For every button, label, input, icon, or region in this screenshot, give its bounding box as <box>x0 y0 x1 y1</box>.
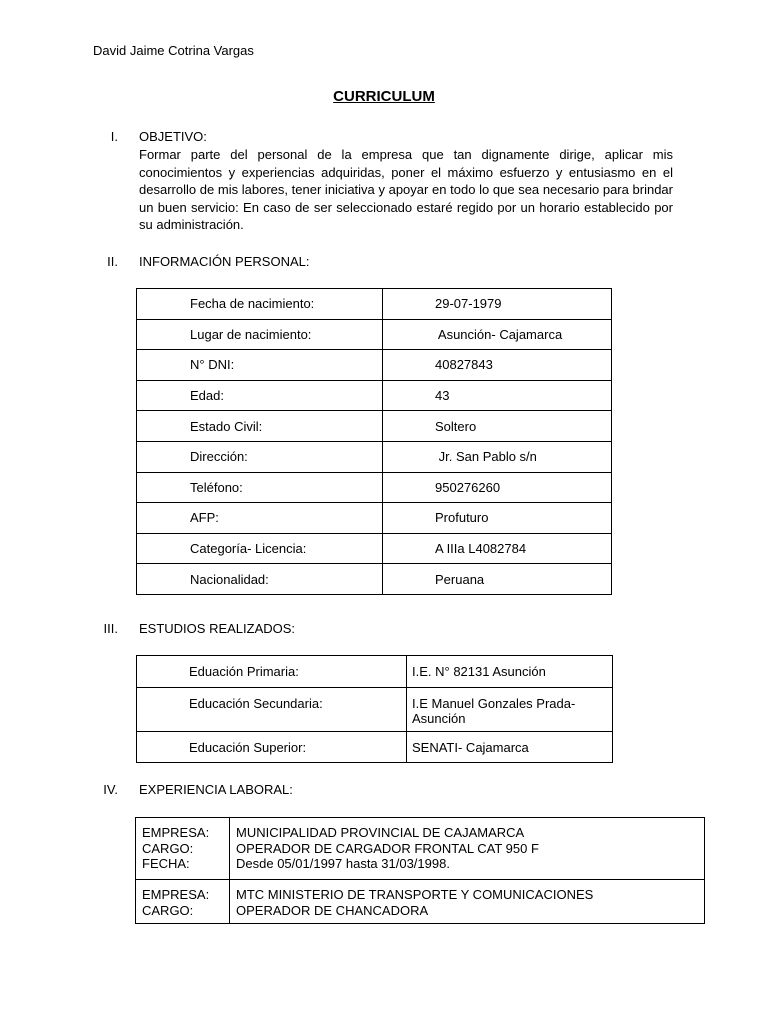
info-label: Dirección: <box>137 441 383 472</box>
info-label: Teléfono: <box>137 472 383 503</box>
section-title-experiencia: EXPERIENCIA LABORAL: <box>139 782 293 797</box>
job-label: CARGO: <box>142 902 194 918</box>
study-institution: I.E Manuel Gonzales Prada- Asunción <box>407 688 613 732</box>
job-dates: Desde 05/01/1997 hasta 31/03/1998. <box>236 856 450 871</box>
info-label: Estado Civil: <box>137 411 383 442</box>
info-label: Fecha de nacimiento: <box>137 289 383 320</box>
info-value: 29-07-1979 <box>383 289 612 320</box>
table-row <box>137 564 612 595</box>
study-level: Educación Superior: <box>137 732 407 763</box>
table-row <box>136 818 705 880</box>
job-values <box>230 880 705 924</box>
table-row <box>137 503 612 534</box>
section-title-objetivo: OBJETIVO: <box>139 129 207 144</box>
table-row <box>137 533 612 564</box>
info-value: A IIIa L4082784 <box>383 533 612 564</box>
section-number-experiencia: IV. <box>103 782 118 797</box>
study-level: Educación Secundaria: <box>137 688 407 732</box>
info-value: 950276260 <box>383 472 612 503</box>
document-author: David Jaime Cotrina Vargas <box>93 43 254 58</box>
personal-info-table <box>136 288 612 595</box>
info-label: Edad: <box>137 380 383 411</box>
table-row <box>137 411 612 442</box>
job-position: OPERADOR DE CHANCADORA <box>236 902 429 918</box>
table-row <box>137 472 612 503</box>
table-row <box>137 656 613 688</box>
info-label: Nacionalidad: <box>137 564 383 595</box>
section-number-objetivo: I. <box>110 129 118 144</box>
study-level: Eduación Primaria: <box>137 656 407 688</box>
info-value: Profuturo <box>383 503 612 534</box>
table-row <box>136 880 705 924</box>
study-institution: I.E. N° 82131 Asunción <box>407 656 613 688</box>
info-label: AFP: <box>137 503 383 534</box>
job-labels <box>136 818 230 880</box>
table-row <box>137 732 613 763</box>
table-row <box>137 688 613 732</box>
section-title-estudios: ESTUDIOS REALIZADOS: <box>139 621 296 636</box>
table-row <box>137 289 612 320</box>
studies-table <box>136 655 613 763</box>
section-number-estudios: III. <box>103 621 118 636</box>
job-company: MTC MINISTERIO DE TRANSPORTE Y COMUNICACIONES <box>236 887 594 902</box>
job-position: OPERADOR DE CARGADOR FRONTAL CAT 950 F <box>236 840 539 856</box>
info-value: Peruana <box>383 564 612 595</box>
objective-text: Formar parte del personal de la empresa que tan dignamente dirige, aplicar mis conocimientos y experiencias adquiridas, poner el máximo esfuerzo y entusiasmo en el desarrollo de mis labores, tener iniciativa y apoyar en todo lo que sea necesario para brindar un buen servicio: En caso de ser seleccionado estaré regido por un horario establecido por su administración. <box>139 147 673 232</box>
job-label: FECHA: <box>142 856 190 871</box>
info-label: Lugar de nacimiento: <box>137 319 383 350</box>
experience-table <box>135 817 705 924</box>
job-values <box>230 818 705 880</box>
job-label: EMPRESA: <box>142 825 210 840</box>
info-value: Soltero <box>383 411 612 442</box>
section-number-info: II. <box>107 254 118 269</box>
info-value: 40827843 <box>383 350 612 381</box>
info-label: Categoría- Licencia: <box>137 533 383 564</box>
table-row <box>137 441 612 472</box>
study-institution: SENATI- Cajamarca <box>407 732 613 763</box>
info-value: Jr. San Pablo s/n <box>383 441 612 472</box>
info-value: 43 <box>383 380 612 411</box>
job-label: EMPRESA: <box>142 887 210 902</box>
section-title-info: INFORMACIÓN PERSONAL: <box>139 254 310 269</box>
table-row <box>137 380 612 411</box>
info-value: Asunción- Cajamarca <box>383 319 612 350</box>
document-title: CURRICULUM <box>333 88 435 105</box>
info-label: N° DNI: <box>137 350 383 381</box>
table-row <box>137 350 612 381</box>
job-company: MUNICIPALIDAD PROVINCIAL DE CAJAMARCA <box>236 825 525 840</box>
job-label: CARGO: <box>142 840 194 856</box>
table-row <box>137 319 612 350</box>
job-labels <box>136 880 230 924</box>
